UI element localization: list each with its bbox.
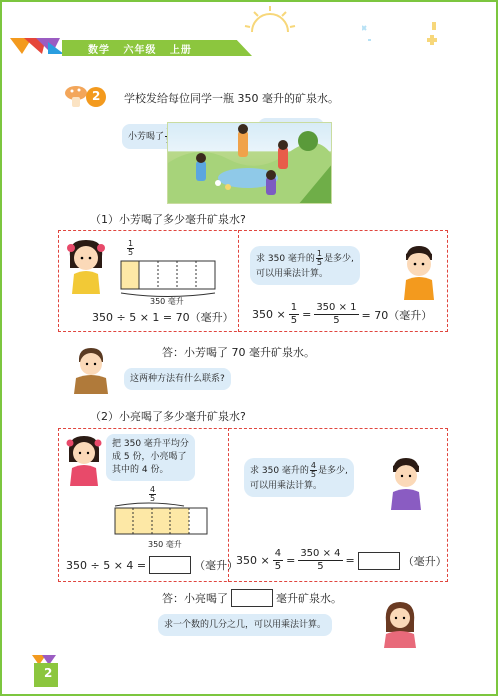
part2-girl-bubble: 把 350 毫升平均分 成 5 份，小亮喝了 其中的 4 份。 xyxy=(106,434,195,481)
part1-title: （1）小芳喝了多少毫升矿泉水? xyxy=(90,213,246,226)
part2-left-answer-box[interactable] xyxy=(149,556,191,574)
part1-divider xyxy=(238,230,239,332)
part1-multiplication-equation: 350 × $\frac{1}{5}$ = $\frac{350 \times 1}{5}$ = 70（毫升） xyxy=(252,302,433,326)
picnic-scene-illustration xyxy=(167,122,332,204)
teacher-avatar xyxy=(70,346,112,394)
part2-right-answer-box[interactable] xyxy=(358,552,400,570)
part1-teacher-bubble: 这两种方法有什么联系? xyxy=(124,368,231,390)
page-number: 2 xyxy=(44,666,53,680)
part2-bar-label: 350 毫升 xyxy=(148,540,182,549)
part2-answer: 答：小亮喝了 毫升矿泉水。 xyxy=(162,589,342,607)
girl-avatar-2 xyxy=(64,434,104,486)
part2-teacher-bubble: 求一个数的几分之几，可以用乘法计算。 xyxy=(158,614,332,636)
part1-boy-bubble: 求 350 毫升的 $\frac{1}{5}$ 是多少, 可以用乘法计算。 xyxy=(250,246,360,285)
part2-bar-fraction: $\frac{4}{5}$ xyxy=(150,485,156,503)
part2-title: （2）小亮喝了多少毫升矿泉水? xyxy=(90,410,246,423)
part2-answer-box[interactable] xyxy=(231,589,273,607)
boy-avatar-2 xyxy=(386,456,426,510)
part2-boy-bubble: 求 350 毫升的 $\frac{4}{5}$ 是多少, 可以用乘法计算。 xyxy=(244,458,354,497)
problem-number: 2 xyxy=(92,89,101,103)
part1-bar-label: 350 毫升 xyxy=(150,297,184,306)
part2-multiplication-equation: 350 × $\frac{4}{5}$ = $\frac{350 \times 4}{5}$ = （毫升） xyxy=(236,548,447,572)
sun-icon xyxy=(240,2,300,42)
part2-bar-model xyxy=(114,502,208,542)
bubble-xiaofang: 小芳喝了 xyxy=(122,124,188,149)
part1-bar-fraction: $\frac{1}{5}$ xyxy=(128,239,134,257)
problem-statement: 学校发给每位同学一瓶 350 毫升的矿泉水。 xyxy=(124,92,339,105)
female-teacher-avatar xyxy=(380,600,420,648)
part1-division-equation: 350 ÷ 5 × 1 = 70（毫升） xyxy=(92,311,234,324)
mushroom-problem-badge xyxy=(64,84,108,110)
sparkle-decoration xyxy=(362,14,462,54)
part2-division-equation: 350 ÷ 5 × 4 = （毫升） xyxy=(66,556,238,574)
header-title: 数学 六年级 上册 xyxy=(88,45,192,56)
part1-bar-model xyxy=(120,260,216,300)
girl-avatar xyxy=(64,238,108,294)
boy-avatar xyxy=(398,244,440,300)
part1-answer: 答：小芳喝了 70 毫升矿泉水。 xyxy=(162,346,315,359)
